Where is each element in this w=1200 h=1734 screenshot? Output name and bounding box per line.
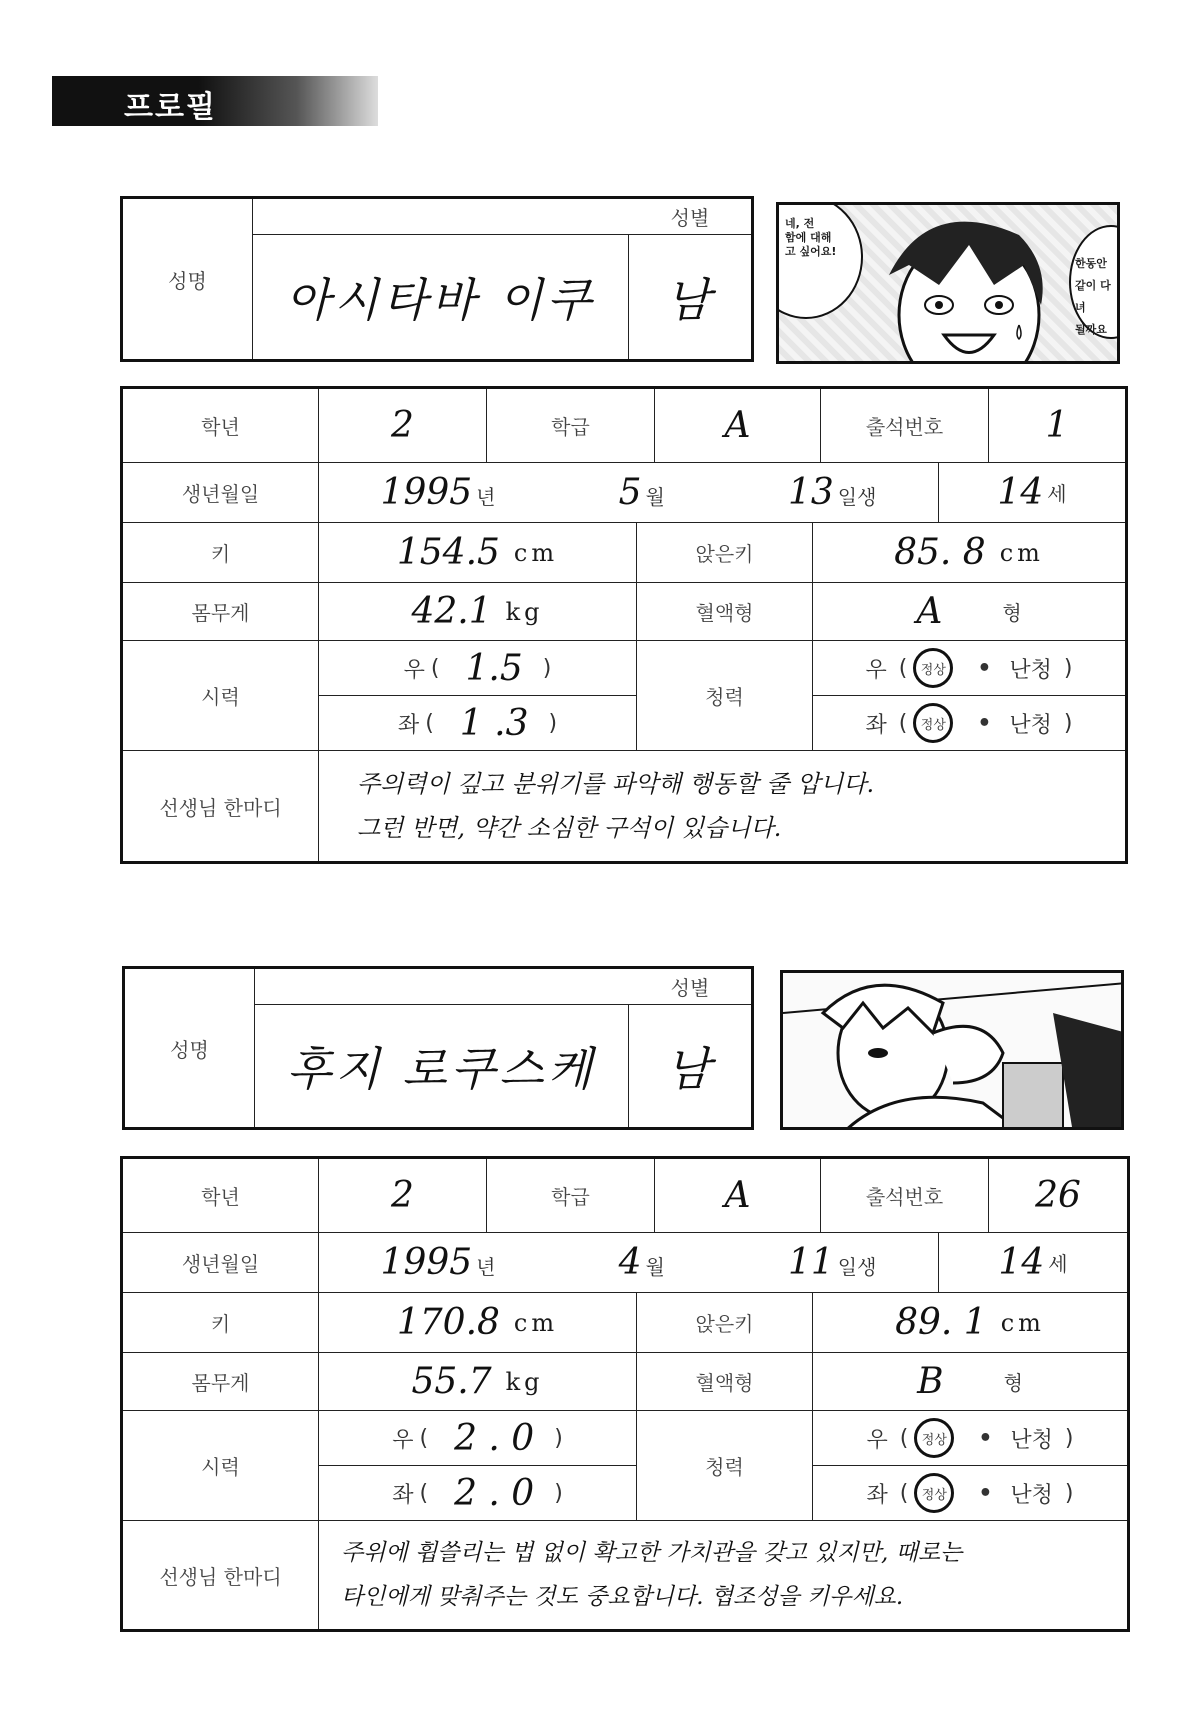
speech-text-right [1075, 253, 1117, 341]
attendance-label-cell [821, 1159, 989, 1233]
profile-banner [52, 76, 378, 126]
student-name: 아시타바 이쿠 [285, 273, 596, 327]
grade-label-cell [123, 389, 319, 463]
grade-label: 학년 [201, 1185, 240, 1209]
comment-line: 주의력이 깊고 분위기를 파악해 행동할 줄 압니다. [357, 770, 875, 798]
vision-right-cell [319, 641, 637, 696]
comment-label-cell [123, 751, 319, 861]
sitting-height-value-cell [813, 1293, 1127, 1353]
name-value-cell [253, 235, 629, 359]
attendance-label-cell [821, 389, 989, 463]
vision-label: 시력 [201, 1455, 240, 1479]
height-value: 154.5 [396, 532, 500, 573]
paren: ) [554, 1480, 563, 1506]
attendance-value: 26 [1035, 1175, 1081, 1216]
gender-label: 성별 [670, 976, 710, 1000]
normal-circled: 정상 [913, 703, 953, 743]
name-label: 성명 [170, 1037, 209, 1062]
weight-label-cell [123, 1353, 319, 1411]
left-label: 좌 [866, 1482, 888, 1508]
blood-value: B [917, 1361, 944, 1402]
comment-value-cell [319, 1521, 1127, 1629]
class-value-cell [655, 1159, 821, 1233]
birth-month: 5 [618, 472, 642, 513]
weight-value-cell [319, 1353, 637, 1411]
hearing-label-cell [637, 1411, 813, 1521]
left-label: 좌 [397, 712, 420, 738]
speech-line: 한동안 [1075, 257, 1107, 270]
age-value-cell [939, 1233, 1127, 1293]
name-label-cell [123, 199, 253, 359]
vision-left-cell [319, 696, 637, 751]
comment-line: 주위에 휩쓸리는 법 없이 확고한 가치관을 갖고 있지만, 때로는 [341, 1540, 963, 1566]
paren: ( [899, 1425, 909, 1451]
hearing-left-cell [813, 696, 1125, 751]
vision-left-value: 2 . 0 [454, 1472, 535, 1514]
left-label: 좌 [392, 1482, 414, 1508]
attendance-value-cell [989, 1159, 1127, 1233]
attendance-label: 출석번호 [865, 1185, 944, 1209]
paren: ) [554, 1425, 563, 1451]
grade-value: 2 [391, 405, 414, 446]
sitting-height-value: 89. 1 [895, 1302, 987, 1343]
paren: ( [898, 710, 908, 736]
right-label: 우 [866, 1427, 888, 1453]
height-label: 키 [210, 542, 231, 566]
age-unit: 세 [1047, 482, 1067, 506]
birth-day: 11 [787, 1242, 834, 1283]
vision-right-value: 1.5 [465, 647, 523, 689]
hearing-left-cell [813, 1466, 1127, 1521]
height-label-cell [123, 1293, 319, 1353]
month-unit: 월 [645, 1255, 665, 1279]
paren: ) [1063, 655, 1073, 681]
comment-label: 선생님 한마디 [159, 1564, 282, 1589]
student-name: 후지 로쿠스케 [286, 1042, 597, 1096]
birth-day: 13 [787, 472, 834, 513]
attendance-label: 출석번호 [865, 415, 944, 439]
class-label: 학급 [551, 1185, 590, 1209]
gender-value-cell [629, 235, 751, 359]
blood-unit: 형 [1002, 601, 1022, 625]
paren: ) [548, 710, 558, 736]
vision-right-cell [319, 1411, 637, 1466]
comment-label: 선생님 한마디 [159, 795, 282, 820]
hearing-label-cell [637, 641, 813, 751]
weight-value: 55.7 [411, 1361, 492, 1402]
weight-label: 몸무게 [191, 601, 250, 625]
day-unit: 일생 [837, 485, 877, 509]
sitting-height-label: 앉은키 [695, 1312, 754, 1336]
normal-circled: 정상 [914, 1418, 954, 1458]
cm-unit: cm [513, 1308, 559, 1337]
birth-label-cell [123, 1233, 319, 1293]
age-unit: 세 [1048, 1252, 1068, 1276]
cm-unit: cm [999, 538, 1044, 567]
birth-month: 4 [618, 1242, 642, 1283]
grade-value-cell [319, 1159, 487, 1233]
vision-left-value: 1 .3 [459, 702, 529, 744]
speech-line: 고 싶어요! [785, 245, 837, 258]
speech-line: 될까요 [1075, 323, 1107, 336]
comment-line: 타인에게 맞춰주는 것도 중요합니다. 협조성을 키우세요. [341, 1584, 904, 1610]
birth-label: 생년월일 [181, 1252, 260, 1276]
month-unit: 월 [645, 485, 665, 509]
impaired-label: 난청 [1010, 1482, 1053, 1508]
normal-circled: 정상 [913, 648, 953, 688]
class-value: A [724, 405, 751, 446]
paren: ) [1063, 710, 1073, 736]
detail-table-1 [120, 386, 1128, 864]
birth-label-cell [123, 463, 319, 523]
weight-label: 몸무게 [191, 1371, 250, 1395]
kg-unit: kg [505, 597, 544, 626]
blood-value: A [916, 591, 943, 632]
blood-label-cell [637, 583, 813, 641]
paren: ( [419, 1480, 429, 1506]
attendance-value: 1 [1045, 405, 1069, 446]
class-label-cell [487, 1159, 655, 1233]
year-unit: 년 [476, 485, 496, 509]
right-label: 우 [865, 657, 887, 683]
gender-value: 남 [665, 1042, 715, 1096]
gender-label-cell [629, 199, 751, 235]
sitting-height-label-cell [637, 523, 813, 583]
paren: ( [430, 655, 440, 681]
gender-label-cell [629, 969, 751, 1005]
height-label-cell [123, 523, 319, 583]
kg-unit: kg [505, 1367, 544, 1396]
height-value-cell [319, 1293, 637, 1353]
detail-table-2 [120, 1156, 1130, 1632]
class-label: 학급 [551, 415, 590, 439]
cm-unit: cm [1000, 1308, 1045, 1337]
birth-value-cell [319, 463, 939, 523]
paren: ( [898, 655, 908, 681]
speech-line: 같이 다녀 [1075, 279, 1111, 314]
name-label: 성명 [168, 268, 207, 293]
hearing-label: 청력 [705, 685, 744, 709]
vision-right-value: 2 . 0 [454, 1417, 535, 1459]
hearing-right-cell [813, 1411, 1127, 1466]
birth-value-cell [319, 1233, 939, 1293]
separator: • [977, 710, 992, 736]
year-unit: 년 [476, 1255, 496, 1279]
normal-circled: 정상 [914, 1473, 954, 1513]
grade-label: 학년 [201, 415, 240, 439]
hearing-label: 청력 [705, 1455, 744, 1479]
cm-unit: cm [513, 538, 559, 567]
birth-year: 1995 [380, 1242, 473, 1283]
vision-label: 시력 [201, 685, 240, 709]
vision-left-cell [319, 1466, 637, 1521]
impaired-label: 난청 [1010, 1427, 1053, 1453]
gender-label: 성별 [670, 206, 710, 230]
vision-label-cell [123, 641, 319, 751]
class-value: A [724, 1175, 751, 1216]
manga-panel-1 [776, 202, 1120, 364]
class-label-cell [487, 389, 655, 463]
impaired-label: 난청 [1009, 657, 1052, 683]
age-value: 14 [998, 1242, 1045, 1283]
speech-text-left [785, 217, 836, 259]
blood-label: 혈액형 [695, 1371, 754, 1395]
paren: ) [1064, 1425, 1074, 1451]
name-box-2 [122, 966, 754, 1130]
sitting-height-label: 앉은키 [695, 542, 754, 566]
sitting-height-value: 85. 8 [894, 532, 986, 573]
grade-value: 2 [391, 1175, 414, 1216]
name-label-cell [125, 969, 255, 1127]
weight-label-cell [123, 583, 319, 641]
age-value: 14 [997, 472, 1044, 513]
weight-value-cell [319, 583, 637, 641]
page-title: 프로필 [124, 90, 217, 125]
blood-unit: 형 [1003, 1371, 1023, 1395]
paren: ( [899, 1480, 909, 1506]
gender-value: 남 [665, 273, 715, 327]
sitting-height-label-cell [637, 1293, 813, 1353]
gender-value-cell [629, 1005, 751, 1127]
comment-value-cell [319, 751, 1125, 861]
height-value: 170.8 [396, 1302, 500, 1343]
height-label: 키 [210, 1312, 231, 1336]
name-box-1 [120, 196, 754, 362]
blood-label: 혈액형 [695, 601, 754, 625]
attendance-value-cell [989, 389, 1125, 463]
height-value-cell [319, 523, 637, 583]
blood-label-cell [637, 1353, 813, 1411]
vision-label-cell [123, 1411, 319, 1521]
right-label: 우 [392, 1427, 414, 1453]
right-label: 우 [403, 657, 425, 683]
birth-label: 생년월일 [181, 482, 260, 506]
character-illustration [783, 973, 1124, 1130]
speech-line: 함에 대해 [785, 231, 832, 244]
weight-value: 42.1 [411, 591, 492, 632]
hearing-right-cell [813, 641, 1125, 696]
paren: ( [419, 1425, 429, 1451]
name-top-strip [253, 199, 629, 235]
age-value-cell [939, 463, 1125, 523]
left-label: 좌 [865, 712, 887, 738]
paren: ) [542, 655, 552, 681]
class-value-cell [655, 389, 821, 463]
name-top-strip [255, 969, 629, 1005]
comment-label-cell [123, 1521, 319, 1629]
grade-value-cell [319, 389, 487, 463]
manga-panel-2 [780, 970, 1124, 1130]
blood-value-cell [813, 1353, 1127, 1411]
paren: ) [1064, 1480, 1074, 1506]
birth-year: 1995 [380, 472, 473, 513]
comment-line: 그런 반면, 약간 소심한 구석이 있습니다. [357, 814, 782, 842]
sitting-height-value-cell [813, 523, 1125, 583]
blood-value-cell [813, 583, 1125, 641]
name-value-cell [255, 1005, 629, 1127]
separator: • [978, 1480, 993, 1506]
speech-line: 네, 전 [785, 217, 815, 230]
impaired-label: 난청 [1009, 712, 1052, 738]
day-unit: 일생 [837, 1255, 877, 1279]
separator: • [977, 655, 992, 681]
grade-label-cell [123, 1159, 319, 1233]
separator: • [978, 1425, 993, 1451]
paren: ( [425, 710, 434, 736]
